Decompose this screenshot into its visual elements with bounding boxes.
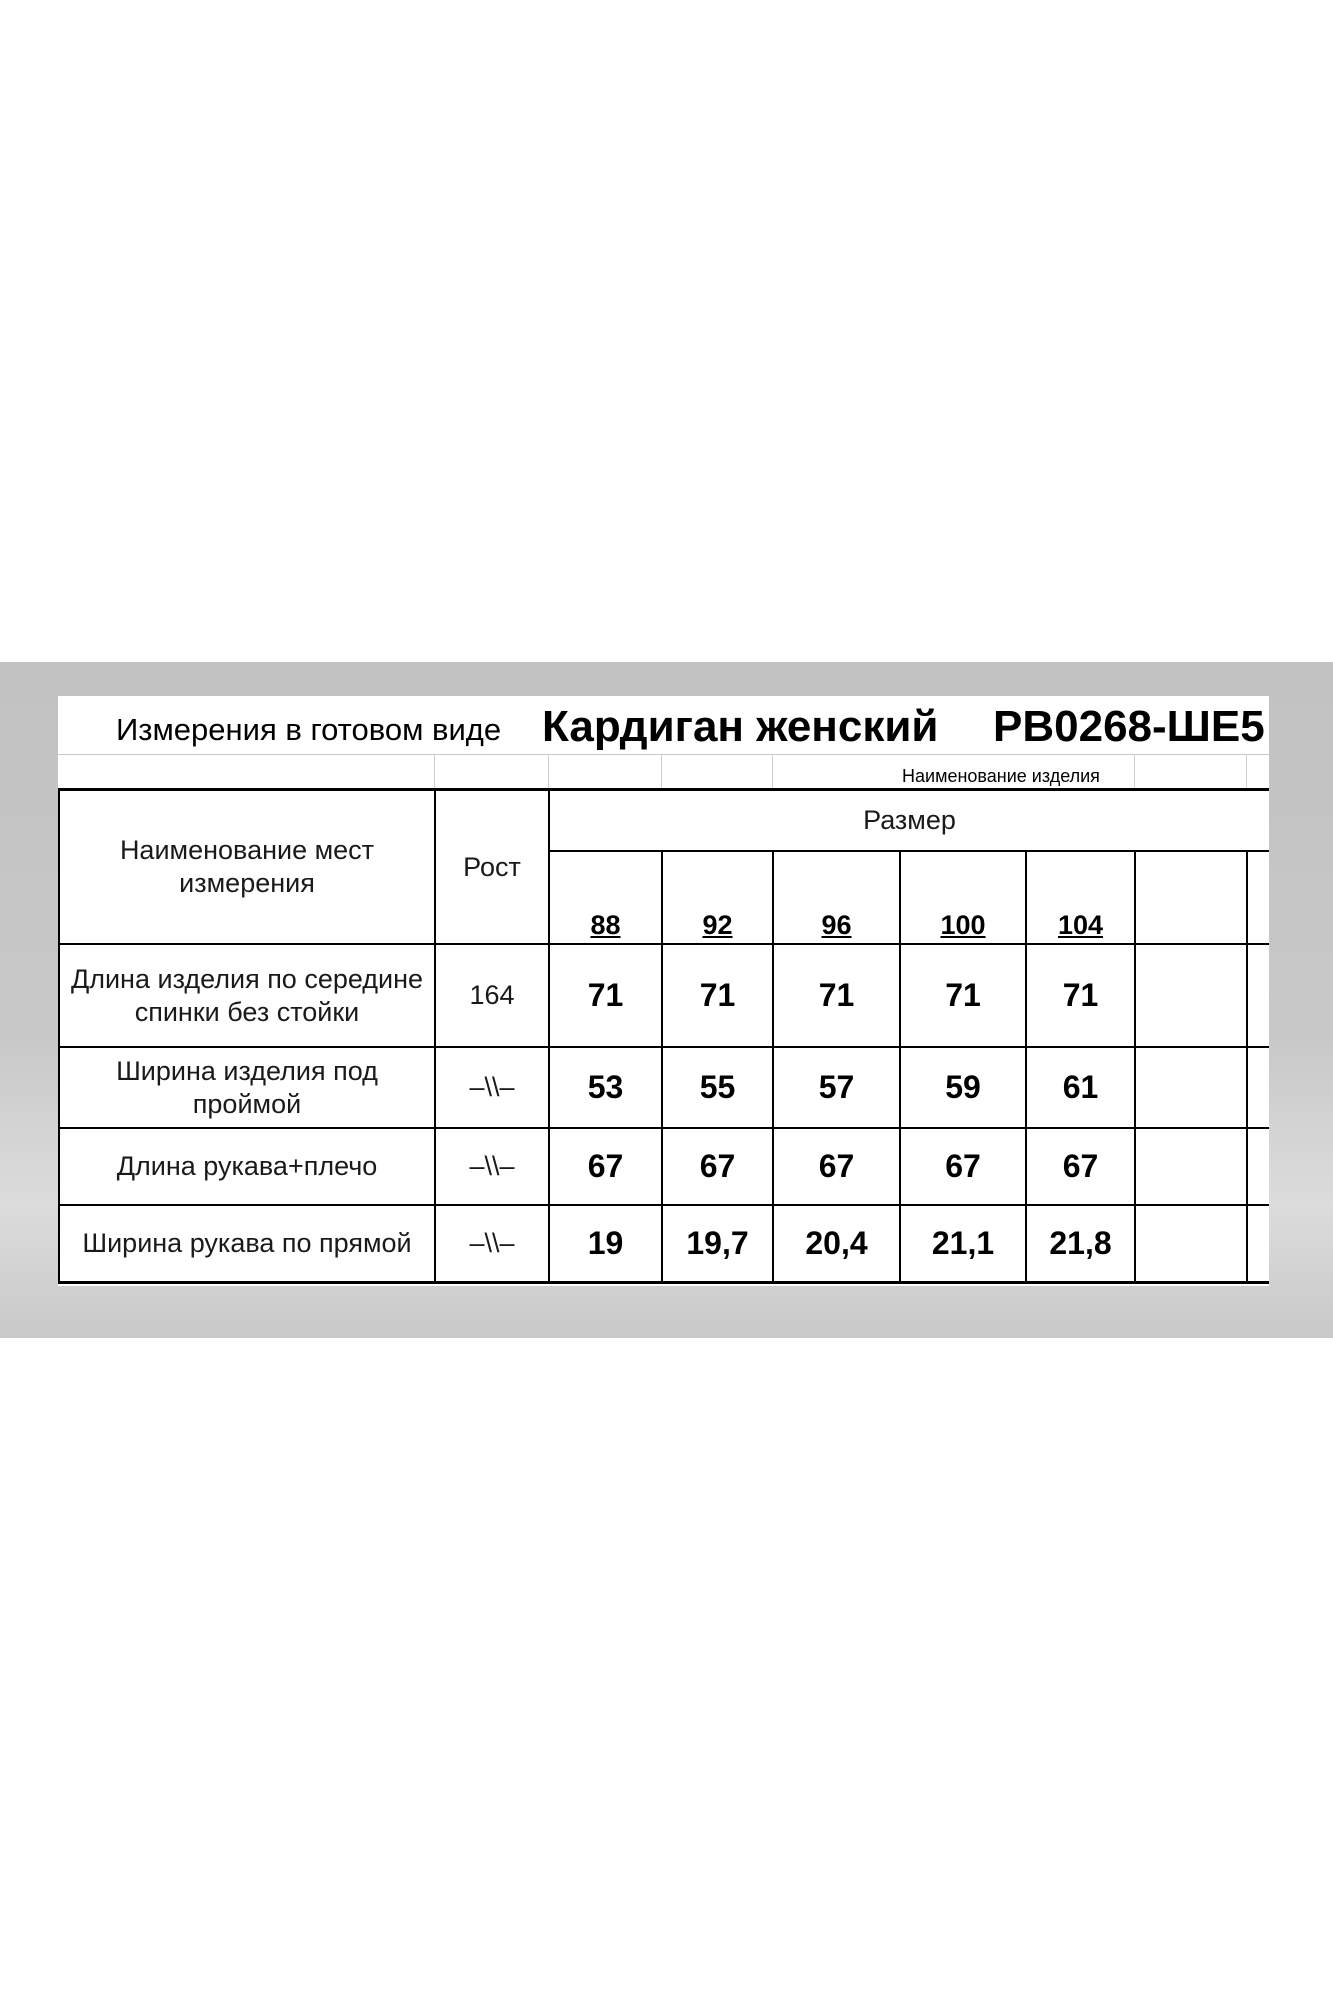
table-cell: 21,8 [1049,1225,1112,1261]
size-104: 104 [1057,910,1104,940]
row-label: Длина изделия по середине спинки без стойки [70,963,424,1027]
product-name-label: Наименование изделия [902,766,1100,786]
table-cell: 19 [587,1225,624,1261]
table-cell: 67 [587,1148,624,1184]
product-code: РВ0268-ШЕ5 [993,702,1265,751]
table-cell: 71 [587,977,624,1013]
size-88: 88 [590,910,621,940]
measure-header: Наименование мест измерения [119,835,375,898]
table-border [1246,850,1248,1284]
table-cell: 67 [945,1148,981,1184]
row-growth: –\\– [469,1151,515,1181]
table-cell: 67 [699,1148,736,1184]
table-cell: 53 [587,1069,624,1105]
growth-header: Рост [463,851,521,882]
table-cell: 71 [1062,977,1099,1013]
row-label: Ширина рукава по прямой [82,1228,412,1258]
table-cell: 20,4 [805,1225,868,1261]
table-cell: 71 [699,977,736,1013]
size-header: Размер [863,805,956,835]
gridline [434,754,435,788]
table-border [58,1281,1269,1284]
gridline [772,754,773,788]
row-growth: 164 [469,980,515,1010]
table-cell: 67 [1062,1148,1099,1184]
gridline [1134,754,1135,788]
row-label: Длина рукава+плечо [116,1151,378,1181]
caption-title: Измерения в готовом виде [116,712,502,747]
table-cell: 59 [945,1069,981,1105]
table-cell: 57 [818,1069,855,1105]
table-cell: 21,1 [931,1225,995,1261]
product-name: Кардиган женский [542,702,939,751]
row-growth: –\\– [469,1072,515,1102]
table-cell: 19,7 [686,1225,749,1261]
table-cell: 71 [945,977,981,1013]
size-92: 92 [702,910,733,940]
row-growth: –\\– [469,1228,515,1258]
gridline [548,754,549,788]
gridline [661,754,662,788]
table-cell: 55 [699,1069,736,1105]
gridline [1246,754,1247,788]
size-100: 100 [940,910,986,940]
table-cell: 71 [818,977,855,1013]
size-chart-sheet [58,696,1269,1286]
table-cell: 61 [1062,1069,1099,1105]
table-cell: 67 [818,1148,855,1184]
row-label: Ширина изделия под проймой [116,1055,378,1119]
table-border [1134,850,1136,1284]
gridline [58,754,1269,755]
size-96: 96 [821,910,852,940]
